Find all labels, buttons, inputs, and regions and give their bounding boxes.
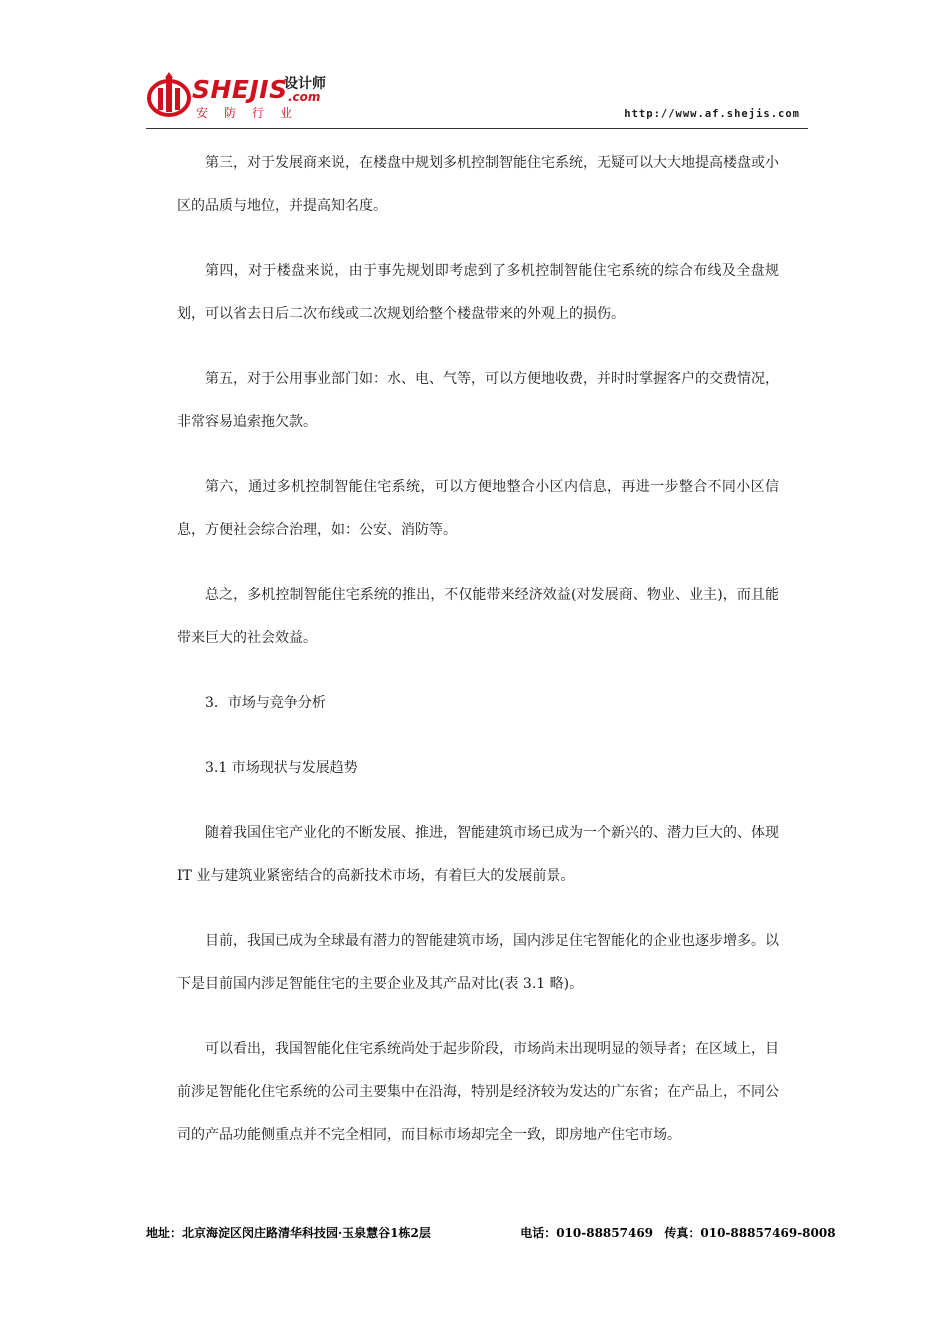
footer-address: 地址：北京海淀区闵庄路清华科技园·玉泉慧谷1栋2层 — [146, 1226, 431, 1240]
paragraph: 随着我国住宅产业化的不断发展、推进，智能建筑市场已成为一个新兴的、潜力巨大的、体现 IT 业与建筑业紧密结合的高新技术市场，有着巨大的发展前景。 — [177, 825, 779, 884]
site-url-link[interactable]: http://www.af.shejis.com — [624, 108, 800, 120]
shejis-logo-icon — [146, 72, 192, 118]
paragraph: 第四，对于楼盘来说，由于事先规划即考虑到了多机控制智能住宅系统的综合布线及全盘规划，可以省去日后二次布线或二次规划给整个楼盘带来的外观上的损伤。 — [177, 263, 779, 322]
page-header — [146, 70, 808, 132]
footer-phone: 电话：010-88857469 — [520, 1226, 654, 1240]
logo-chinese-name: 设计师 — [284, 76, 326, 92]
paragraph: 第三，对于发展商来说，在楼盘中规划多机控制智能住宅系统，无疑可以大大地提高楼盘或小区的品质与地位，并提高知名度。 — [177, 155, 779, 214]
logo-tagline: 安防行业 — [196, 106, 309, 120]
footer-fax: 传真：010-88857469-8008 — [664, 1226, 836, 1240]
logo-dotcom: .com — [288, 90, 321, 104]
header-divider — [146, 128, 808, 129]
paragraph: 第五，对于公用事业部门如：水、电、气等，可以方便地收费，并时时掌握客户的交费情况，非常容易追索拖欠款。 — [177, 371, 779, 430]
page-footer — [146, 1224, 836, 1241]
paragraph: 总之，多机控制智能住宅系统的推出，不仅能带来经济效益(对发展商、物业、业主)，而且能带来巨大的社会效益。 — [177, 587, 779, 646]
document-body — [177, 142, 779, 1179]
logo-wordmark: SHEJIS — [192, 75, 288, 104]
paragraph: 目前，我国已成为全球最有潜力的智能建筑市场，国内涉足住宅智能化的企业也逐步增多。以下是目前国内涉足智能住宅的主要企业及其产品对比(表 3.1 略)。 — [177, 933, 779, 992]
site-logo[interactable] — [146, 70, 346, 126]
paragraph: 第六，通过多机控制智能住宅系统，可以方便地整合小区内信息，再进一步整合不同小区信息，方便社会综合治理，如：公安、消防等。 — [177, 479, 779, 538]
subsection-heading: 3.1 市场现状与发展趋势 — [205, 760, 358, 776]
paragraph: 可以看出，我国智能化住宅系统尚处于起步阶段，市场尚未出现明显的领导者；在区域上，目前涉足智能化住宅系统的公司主要集中在沿海，特别是经济较为发达的广东省；在产品上，不同公司的产品功能侧重点并不完全相同，而目标市场却完全一致，即房地产住宅市场。 — [177, 1041, 779, 1143]
section-heading: 3．市场与竞争分析 — [205, 695, 326, 711]
